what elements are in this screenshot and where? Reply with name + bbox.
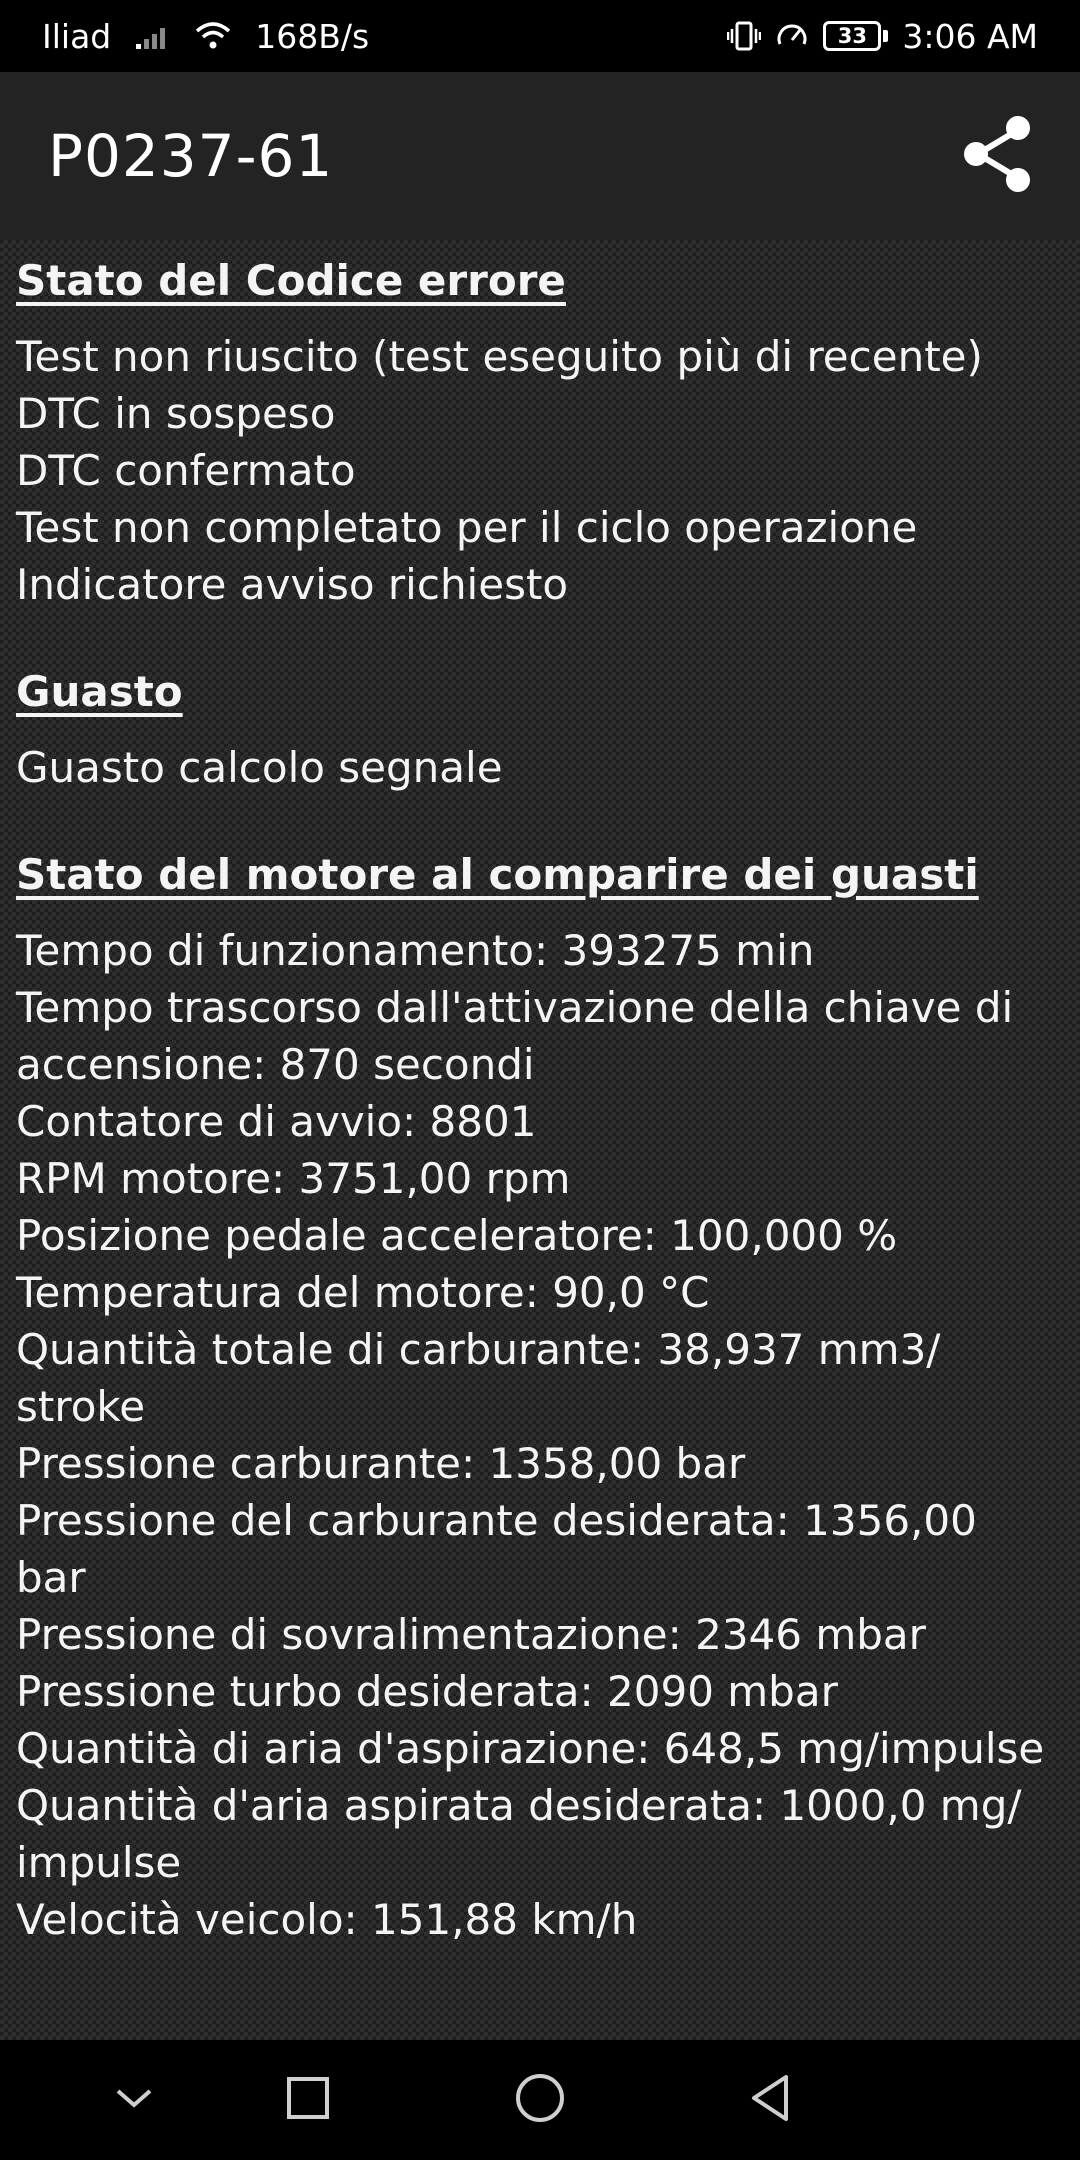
status-line: Test non riuscito (test eseguito più di recente): [16, 332, 983, 381]
fault-line: Guasto calcolo segnale: [16, 743, 503, 792]
system-nav-bar: [0, 2040, 1080, 2160]
home-button[interactable]: [510, 2070, 570, 2130]
vibrate-icon: [727, 20, 761, 52]
hide-nav-button[interactable]: [104, 2070, 164, 2130]
section-fault: [16, 663, 1064, 796]
section-heading-status: Stato del Codice errore: [16, 256, 566, 305]
status-lines: [16, 328, 1064, 613]
section-heading-fault: Guasto: [16, 667, 183, 716]
engine-line: Pressione carburante: 1358,00 bar: [16, 1439, 746, 1488]
battery-icon: [823, 21, 888, 51]
engine-line: Pressione di sovralimentazione: 2346 mbar: [16, 1610, 926, 1659]
wifi-icon: [195, 21, 231, 51]
engine-lines: [16, 922, 1064, 1948]
engine-line: Temperatura del motore: 90,0 °C: [16, 1268, 710, 1317]
engine-line: Quantità totale di carburante: 38,937 mm3/: [16, 1325, 941, 1374]
engine-line: Pressione del carburante desiderata: 1356,00: [16, 1496, 977, 1545]
battery-level: 33: [823, 21, 881, 51]
share-icon: [960, 114, 1036, 198]
section-heading-engine: Stato del motore al comparire dei guasti: [16, 850, 979, 899]
back-button[interactable]: [740, 2070, 800, 2130]
fault-lines: [16, 739, 1064, 796]
engine-line: accensione: 870 secondi: [16, 1040, 535, 1089]
status-bar-left: [42, 0, 369, 72]
back-icon: [746, 2072, 794, 2128]
app-bar: [0, 72, 1080, 240]
engine-line: Tempo trascorso dall'attivazione della chiave di: [16, 983, 1014, 1032]
section-engine: [16, 846, 1064, 1948]
share-button[interactable]: [956, 114, 1040, 198]
engine-line: RPM motore: 3751,00 rpm: [16, 1154, 571, 1203]
engine-line: Posizione pedale acceleratore: 100,000 %: [16, 1211, 898, 1260]
page-title: P0237-61: [48, 122, 334, 190]
section-status: [16, 252, 1064, 613]
engine-line: Tempo di funzionamento: 393275 min: [16, 926, 815, 975]
status-bar: [0, 0, 1080, 72]
status-line: DTC confermato: [16, 446, 356, 495]
clock: 3:06 AM: [902, 16, 1038, 56]
engine-line: stroke: [16, 1382, 146, 1431]
dtc-details: [0, 240, 1080, 2040]
net-speed-label: 168B/s: [255, 16, 370, 56]
carrier-label: Iliad: [42, 16, 112, 56]
engine-line: Quantità di aria d'aspirazione: 648,5 mg/impulse: [16, 1724, 1045, 1773]
engine-line: Velocità veicolo: 151,88 km/h: [16, 1895, 638, 1944]
status-line: Indicatore avviso richiesto: [16, 560, 569, 609]
status-line: Test non completato per il ciclo operazione: [16, 503, 918, 552]
data-saver-icon: [775, 20, 809, 52]
status-line: DTC in sospeso: [16, 389, 336, 438]
engine-line: Contatore di avvio: 8801: [16, 1097, 537, 1146]
engine-line: bar: [16, 1553, 86, 1602]
recents-button[interactable]: [278, 2070, 338, 2130]
home-icon: [513, 2071, 567, 2129]
recents-icon: [284, 2074, 332, 2126]
engine-line: Pressione turbo desiderata: 2090 mbar: [16, 1667, 838, 1716]
engine-line: Quantità d'aria aspirata desiderata: 1000,0 mg/: [16, 1781, 1022, 1830]
status-bar-right: [727, 0, 1038, 72]
engine-line: impulse: [16, 1838, 182, 1887]
signal-icon: [135, 22, 171, 50]
chevron-down-icon: [112, 2083, 156, 2117]
